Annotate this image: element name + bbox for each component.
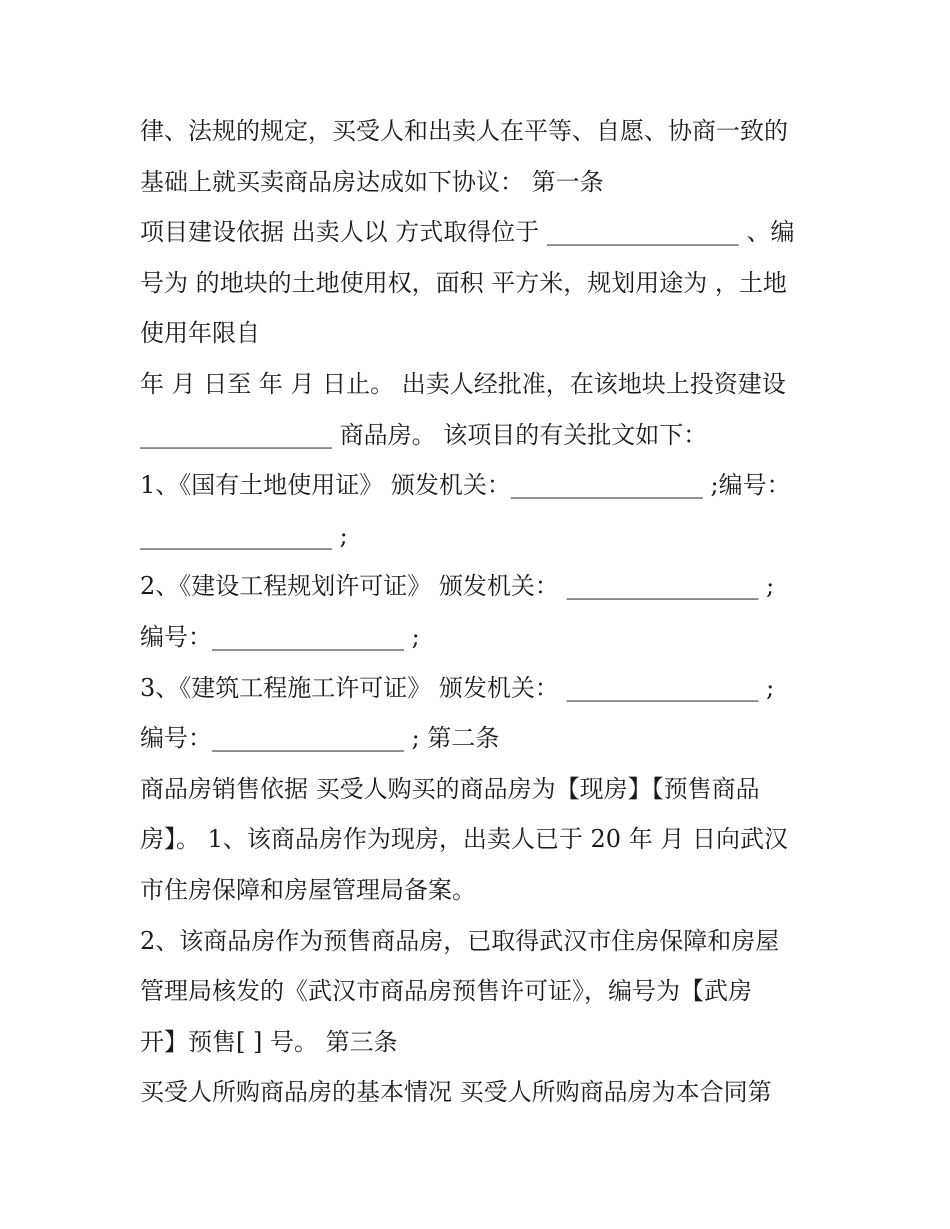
text-line: 买受人所购商品房的基本情况 买受人所购商品房为本合同第 — [140, 1078, 772, 1107]
text-line: 基础上就买卖商品房达成如下协议： 第一条 — [140, 167, 604, 196]
text-line: 使用年限自 — [140, 319, 260, 348]
text-line: 1、《国有土地使用证》 颁发机关：________________ ;编号： — [140, 471, 791, 500]
text-line: 房】。 1、该商品房作为现房，出卖人已于 20 年 月 日向武汉 — [140, 825, 788, 854]
text-line: 管理局核发的《武汉市商品房预售许可证》，编号为【武房 — [140, 977, 752, 1006]
text-line: 年 月 日至 年 月 日止。 出卖人经批准，在该地块上投资建设 — [140, 369, 786, 398]
text-line: 律、法规的规定，买受人和出卖人在平等、自愿、协商一致的 — [140, 117, 788, 145]
contract-text — [140, 106, 820, 1118]
text-line: ________________ 商品房。 该项目的有关批文如下： — [140, 420, 708, 449]
text-line: 项目建设依据 出卖人以 方式取得位于 ________________ 、编 — [140, 218, 795, 247]
text-line: 开】预售[ ] 号。 第三条 — [140, 1027, 398, 1056]
text-line: 号为 的地块的土地使用权，面积 平方米，规划用途为 ，土地 — [140, 268, 787, 297]
text-line: 2、《建设工程规划许可证》 颁发机关： ________________ ; — [140, 572, 775, 601]
text-line: 商品房销售依据 买受人购买的商品房为【现房】【预售商品 — [140, 774, 760, 803]
text-line: 编号：________________ ; — [140, 622, 420, 651]
text-line: 市住房保障和房屋管理局备案。 — [140, 875, 476, 904]
text-line: 2、该商品房作为预售商品房，已取得武汉市住房保障和房屋 — [140, 926, 780, 955]
text-line: 编号：________________ ; 第二条 — [140, 724, 500, 753]
text-line: 3、《建筑工程施工许可证》 颁发机关： ________________ ; — [140, 673, 775, 702]
text-line: ________________ ; — [140, 521, 348, 550]
